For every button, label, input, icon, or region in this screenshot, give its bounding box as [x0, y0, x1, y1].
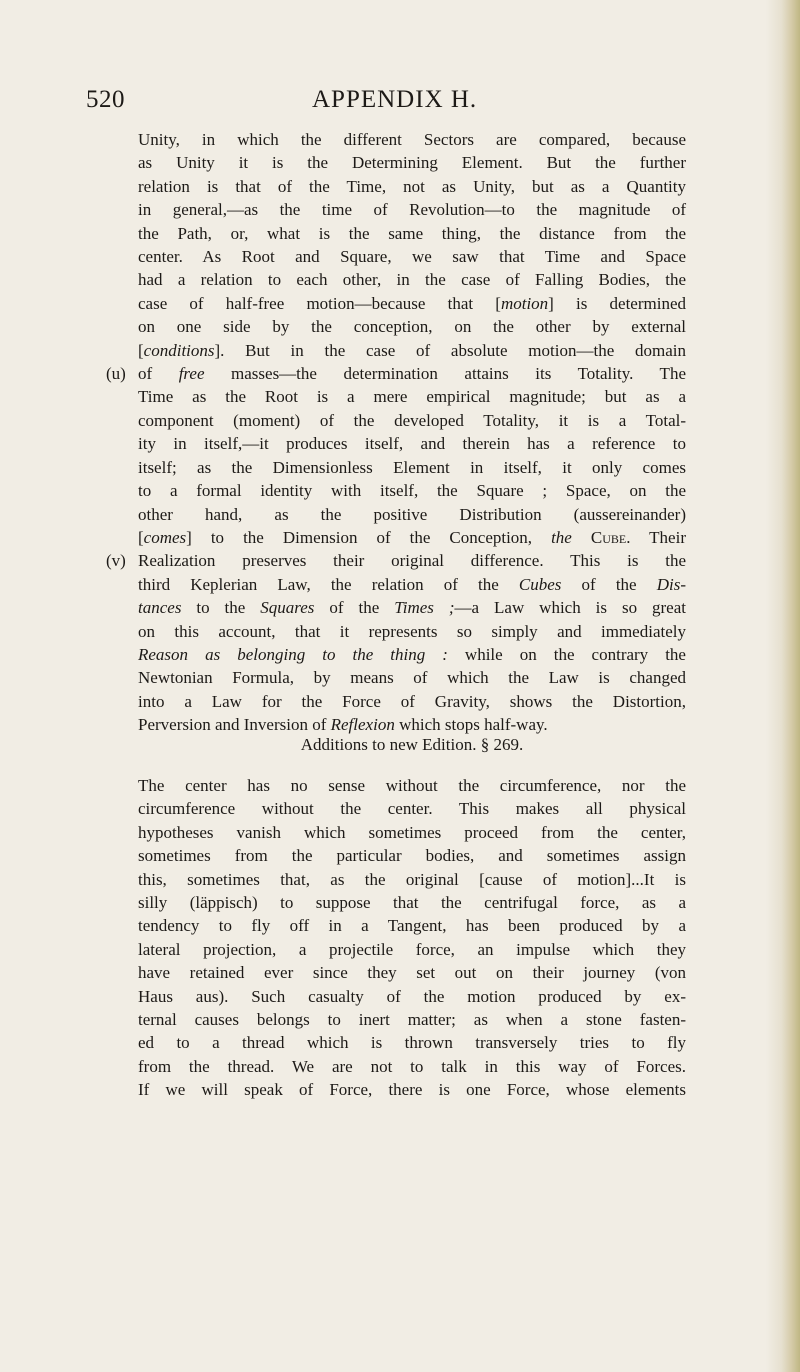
- text-line: Time as the Root is a mere empirical magnitude; but as a: [138, 387, 686, 407]
- text-line: sometimes from the particular bodies, and sometimes assign: [138, 846, 686, 866]
- italic-run: Squares: [260, 598, 315, 618]
- text-run: masses—the determination attains its Totality. The: [204, 364, 686, 384]
- text-line: on one side by the conception, on the other by external: [138, 317, 686, 337]
- text-line: relation is that of the Time, not as Unity, but as a Quantity: [138, 176, 686, 196]
- text-line: The center has no sense without the circumference, nor the: [138, 776, 686, 795]
- text-line: the Path, or, what is the same thing, the distance from the: [138, 223, 686, 243]
- section-heading: Additions to new Edition. § 269.: [300, 735, 524, 754]
- text-line: ity in itself,—it produces itself, and therein has a reference to: [138, 434, 686, 454]
- text-run: ] is determined: [548, 293, 686, 313]
- text-line: Haus aus). Such casualty of the motion produced by ex-: [138, 986, 686, 1006]
- text-line: [138, 526, 686, 549]
- text-run: [: [138, 527, 144, 547]
- text-run: [: [138, 340, 144, 360]
- text-line: Unity, in which the different Sectors are compared, because: [138, 130, 686, 149]
- text-line: ed to a thread which is thrown transversely tries to fly: [138, 1033, 686, 1053]
- italic-run: motion: [500, 293, 549, 313]
- text-line: [138, 339, 686, 362]
- text-run: while on the contrary the: [447, 644, 686, 664]
- italic-run: Cubes: [518, 574, 562, 594]
- page-header: [86, 86, 686, 126]
- text-line: silly (läppisch) to suppose that the centrifugal force, as a: [138, 893, 686, 913]
- text-line: ternal causes belongs to inert matter; as when a stone fasten-: [138, 1010, 686, 1030]
- text-line: in general,—as the time of Revolution—to the magnitude of: [138, 200, 686, 220]
- running-head: APPENDIX H.: [312, 86, 478, 113]
- margin-marker-u: (u): [106, 364, 126, 384]
- italic-run: the: [551, 527, 572, 547]
- text-line: component (moment) of the developed Totality, it is a Total-: [138, 410, 686, 430]
- text-run: Perversion and Inversion of: [138, 715, 331, 735]
- italic-run: Dis-: [656, 574, 686, 594]
- italic-run: conditions: [143, 340, 215, 360]
- italic-run: Reflexion: [330, 715, 395, 735]
- page-edge-shadow: [766, 0, 800, 1372]
- text-line: If we will speak of Force, there is one Force, whose elements: [138, 1080, 686, 1100]
- text-line: to a formal identity with itself, the Square ; Space, on the: [138, 481, 686, 501]
- text-line: [138, 643, 686, 666]
- text-run: to the: [181, 598, 261, 618]
- paragraph-main: [106, 128, 686, 737]
- italic-run: free: [178, 364, 205, 384]
- text-run: of: [138, 364, 179, 384]
- page-number: 520: [86, 86, 125, 113]
- text-run: ] to the Dimension of the Conception,: [186, 527, 552, 547]
- text-run: of the: [561, 574, 657, 594]
- italic-run: Reason as belonging to the thing :: [138, 644, 448, 664]
- margin-marker-v: (v): [106, 551, 126, 571]
- text-line: circumference without the center. This makes all physical: [138, 799, 686, 819]
- text-line: other hand, as the positive Distribution (aussereinander): [138, 504, 686, 524]
- text-run: third Keplerian Law, the relation of the: [138, 574, 519, 594]
- text-line: [138, 292, 686, 315]
- text-line: from the thread. We are not to talk in this way of Forces.: [138, 1056, 686, 1076]
- text-line: [106, 549, 686, 572]
- text-line: have retained ever since they set out on their journey (von: [138, 963, 686, 983]
- text-run: ]. But in the case of absolute motion—the domain: [214, 340, 686, 360]
- text-line: Newtonian Formula, by means of which the Law is changed: [138, 668, 686, 688]
- text-line: center. As Root and Square, we saw that Time and Space: [138, 247, 686, 267]
- text-line: into a Law for the Force of Gravity, shows the Distortion,: [138, 691, 686, 711]
- text-run: . Their: [626, 527, 686, 547]
- text-line: as Unity it is the Determining Element. But the further: [138, 153, 686, 173]
- text-line: itself; as the Dimensionless Element in itself, it only comes: [138, 457, 686, 477]
- text-line: [106, 362, 686, 385]
- text-run: of the: [314, 598, 395, 618]
- text-line: [138, 573, 686, 596]
- text-run: case of half-free motion—because that [: [138, 293, 501, 313]
- text-line: on this account, that it represents so simply and immediately: [138, 621, 686, 641]
- text-line: [138, 596, 686, 619]
- text-run: Realization preserves their original difference. This is the: [138, 551, 686, 571]
- text-line: had a relation to each other, in the case of Falling Bodies, the: [138, 270, 686, 290]
- text-line: hypotheses vanish which sometimes proceed from the center,: [138, 822, 686, 842]
- smallcaps-run: Cube: [571, 527, 627, 547]
- italic-run: comes: [143, 527, 187, 547]
- text-run: —a Law which is so great: [454, 598, 686, 618]
- text-line: this, sometimes that, as the original [cause of motion]...It is: [138, 869, 686, 889]
- text-run: which stops half-way.: [394, 715, 548, 735]
- italic-run: tances: [138, 598, 182, 618]
- italic-run: Times ;: [394, 598, 455, 618]
- paragraph-additions: [138, 774, 686, 1102]
- text-line: tendency to fly off in a Tangent, has been produced by a: [138, 916, 686, 936]
- text-line: lateral projection, a projectile force, an impulse which they: [138, 939, 686, 959]
